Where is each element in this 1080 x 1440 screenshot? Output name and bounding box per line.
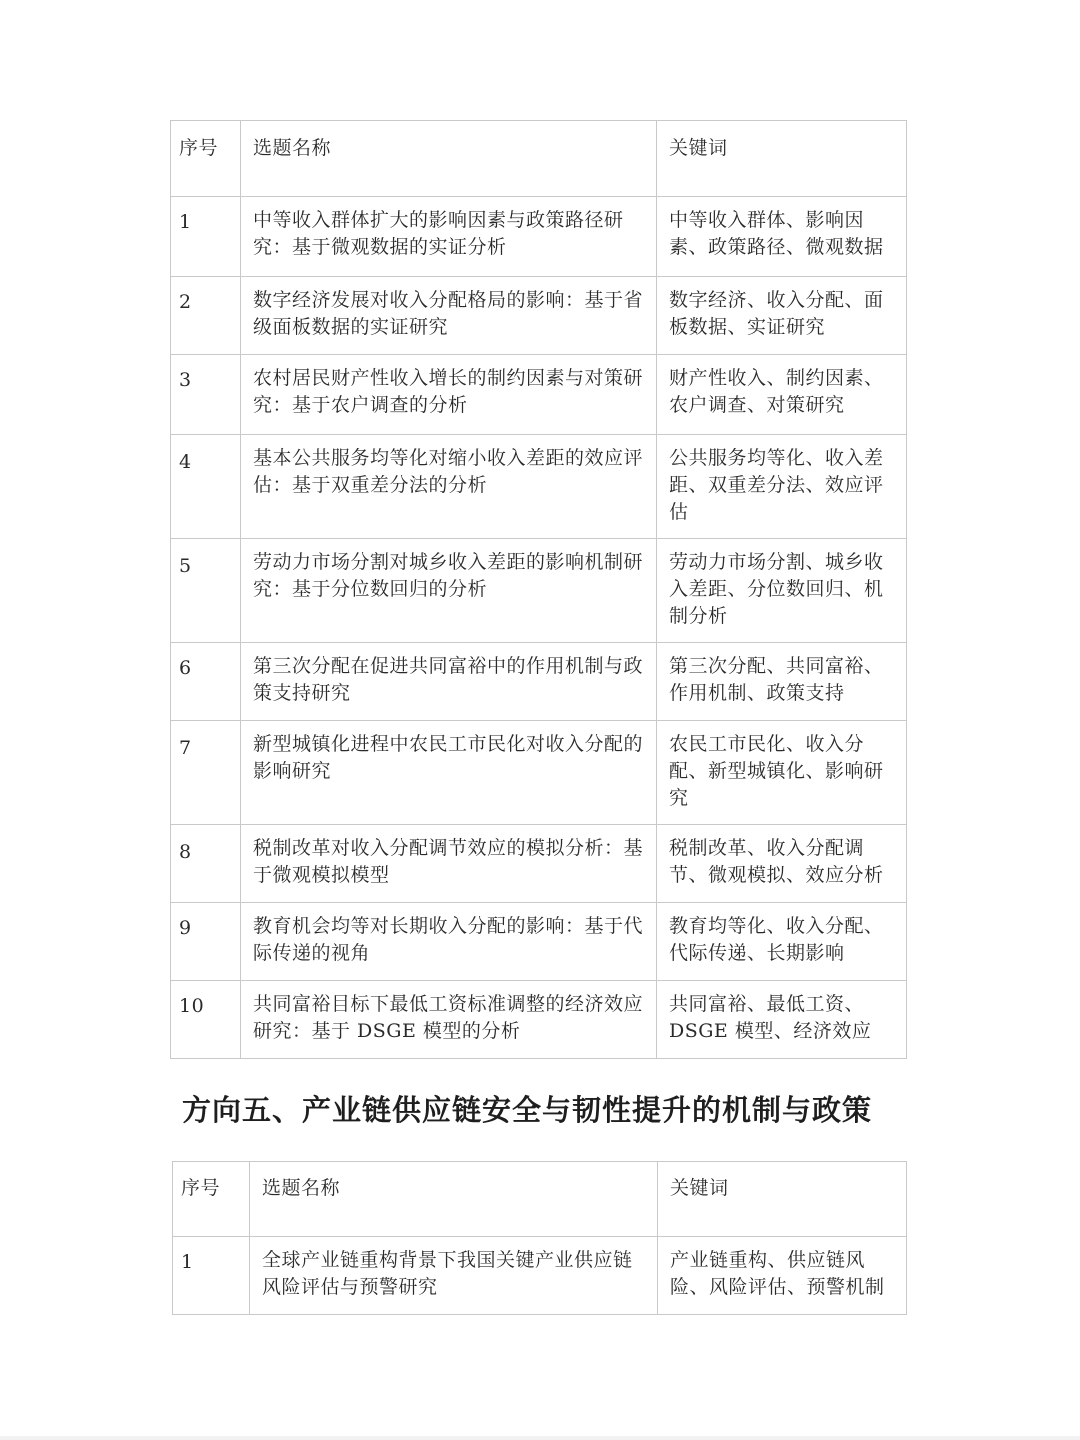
row-title: 共同富裕目标下最低工资标准调整的经济效应研究：基于 DSGE 模型的分析 bbox=[241, 981, 657, 1059]
row-num: 1 bbox=[171, 197, 241, 277]
row-num: 6 bbox=[171, 643, 241, 721]
row-num: 2 bbox=[171, 277, 241, 355]
row-title: 新型城镇化进程中农民工市民化对收入分配的影响研究 bbox=[241, 721, 657, 825]
table-row bbox=[171, 721, 907, 825]
row-num: 10 bbox=[171, 981, 241, 1059]
header-num: 序号 bbox=[171, 121, 241, 197]
row-num: 9 bbox=[171, 903, 241, 981]
table-row bbox=[171, 903, 907, 981]
row-keywords: 财产性收入、制约因素、农户调查、对策研究 bbox=[657, 355, 907, 435]
row-num: 7 bbox=[171, 721, 241, 825]
row-keywords: 数字经济、收入分配、面板数据、实证研究 bbox=[657, 277, 907, 355]
row-num: 4 bbox=[171, 435, 241, 539]
table-row bbox=[171, 825, 907, 903]
table-row bbox=[171, 355, 907, 435]
table-row bbox=[173, 1237, 907, 1315]
header-title: 选题名称 bbox=[241, 121, 657, 197]
table-row bbox=[171, 197, 907, 277]
table-row bbox=[171, 277, 907, 355]
row-num: 8 bbox=[171, 825, 241, 903]
row-keywords: 农民工市民化、收入分配、新型城镇化、影响研究 bbox=[657, 721, 907, 825]
row-num: 3 bbox=[171, 355, 241, 435]
row-keywords: 教育均等化、收入分配、代际传递、长期影响 bbox=[657, 903, 907, 981]
header-num: 序号 bbox=[173, 1162, 250, 1237]
row-keywords: 共同富裕、最低工资、DSGE 模型、经济效应 bbox=[657, 981, 907, 1059]
row-num: 5 bbox=[171, 539, 241, 643]
row-title: 劳动力市场分割对城乡收入差距的影响机制研究：基于分位数回归的分析 bbox=[241, 539, 657, 643]
topics-table-income-distribution bbox=[170, 120, 907, 1059]
table-row bbox=[171, 539, 907, 643]
header-keywords: 关键词 bbox=[657, 121, 907, 197]
header-title: 选题名称 bbox=[250, 1162, 658, 1237]
row-keywords: 中等收入群体、影响因素、政策路径、微观数据 bbox=[657, 197, 907, 277]
row-title: 全球产业链重构背景下我国关键产业供应链风险评估与预警研究 bbox=[250, 1237, 658, 1315]
table-row bbox=[171, 435, 907, 539]
row-title: 农村居民财产性收入增长的制约因素与对策研究：基于农户调查的分析 bbox=[241, 355, 657, 435]
table-header-row bbox=[173, 1162, 907, 1237]
table-header-row bbox=[171, 121, 907, 197]
header-keywords: 关键词 bbox=[658, 1162, 907, 1237]
row-keywords: 第三次分配、共同富裕、作用机制、政策支持 bbox=[657, 643, 907, 721]
row-title: 中等收入群体扩大的影响因素与政策路径研究：基于微观数据的实证分析 bbox=[241, 197, 657, 277]
table-row bbox=[171, 981, 907, 1059]
row-title: 基本公共服务均等化对缩小收入差距的效应评估：基于双重差分法的分析 bbox=[241, 435, 657, 539]
section-heading: 方向五、产业链供应链安全与韧性提升的机制与政策 bbox=[182, 1093, 873, 1127]
row-keywords: 劳动力市场分割、城乡收入差距、分位数回归、机制分析 bbox=[657, 539, 907, 643]
row-num: 1 bbox=[173, 1237, 250, 1315]
row-keywords: 产业链重构、供应链风险、风险评估、预警机制 bbox=[658, 1237, 907, 1315]
table-row bbox=[171, 643, 907, 721]
row-keywords: 公共服务均等化、收入差距、双重差分法、效应评估 bbox=[657, 435, 907, 539]
row-keywords: 税制改革、收入分配调节、微观模拟、效应分析 bbox=[657, 825, 907, 903]
row-title: 教育机会均等对长期收入分配的影响：基于代际传递的视角 bbox=[241, 903, 657, 981]
topics-table-supply-chain bbox=[172, 1161, 907, 1315]
row-title: 数字经济发展对收入分配格局的影响：基于省级面板数据的实证研究 bbox=[241, 277, 657, 355]
page-bottom-edge bbox=[0, 1436, 1080, 1440]
row-title: 第三次分配在促进共同富裕中的作用机制与政策支持研究 bbox=[241, 643, 657, 721]
row-title: 税制改革对收入分配调节效应的模拟分析：基于微观模拟模型 bbox=[241, 825, 657, 903]
